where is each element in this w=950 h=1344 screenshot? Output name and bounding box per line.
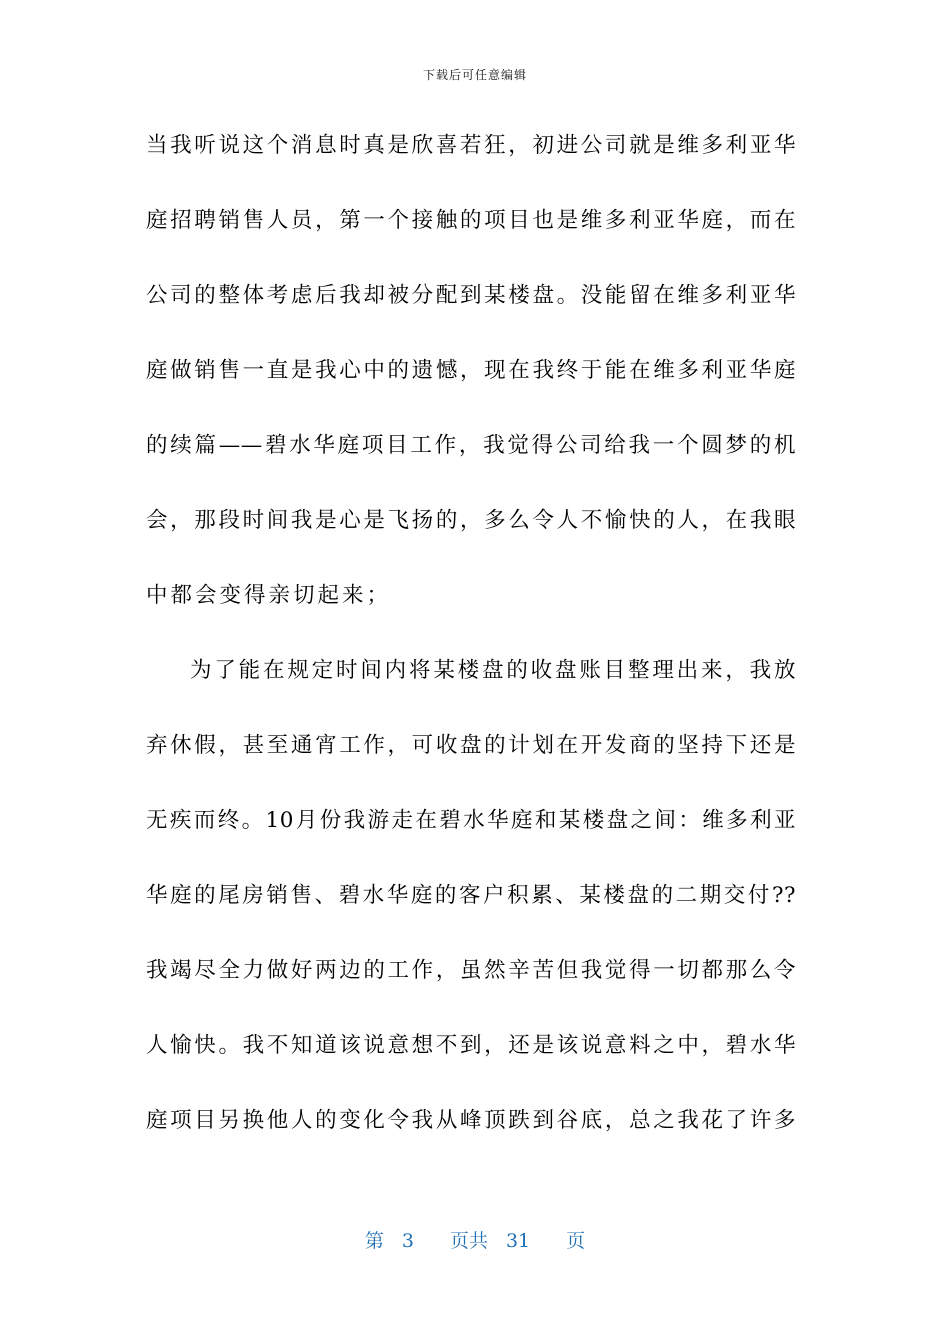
footer-page-word: 第: [364, 1230, 384, 1252]
paragraph-2: [146, 645, 796, 1170]
paragraph-1: [146, 120, 796, 645]
text-line: 为了能在规定时间内将某楼盘的收盘账目整理出来，我放: [190, 658, 796, 683]
text-line: 庭项目另换他人的变化令我从峰顶跌到谷底，总之我花了许多: [146, 1108, 796, 1133]
footer-page-number: 3: [401, 1230, 414, 1252]
text-line: 人愉快。我不知道该说意想不到，还是该说意料之中，碧水华: [146, 1033, 796, 1058]
text-line: 中都会变得亲切起来；: [146, 583, 392, 608]
footer-page-suffix: 页: [566, 1230, 586, 1252]
text-line: 庭做销售一直是我心中的遗憾，现在我终于能在维多利亚华庭: [146, 358, 796, 383]
header-note: 下载后可任意编辑: [422, 68, 527, 82]
page-footer: [0, 1226, 950, 1253]
text-line: 庭招聘销售人员，第一个接触的项目也是维多利亚华庭，而在: [146, 208, 796, 233]
document-body: [146, 120, 796, 1170]
text-line: 无疾而终。10月份我游走在碧水华庭和某楼盘之间：维多利亚: [146, 808, 796, 833]
text-line: 弃休假，甚至通宵工作，可收盘的计划在开发商的坚持下还是: [146, 733, 796, 758]
text-line: 公司的整体考虑后我却被分配到某楼盘。没能留在维多利亚华: [146, 283, 796, 308]
footer-of-word: 页共: [449, 1230, 488, 1252]
text-line: 会，那段时间我是心是飞扬的，多么令人不愉快的人，在我眼: [146, 508, 796, 533]
text-line: 华庭的尾房销售、碧水华庭的客户积累、某楼盘的二期交付??: [146, 883, 796, 908]
text-line: 的续篇——碧水华庭项目工作，我觉得公司给我一个圆梦的机: [146, 433, 796, 458]
footer-total-pages: 31: [505, 1230, 531, 1252]
text-line: 当我听说这个消息时真是欣喜若狂，初进公司就是维多利亚华: [146, 133, 796, 158]
text-line: 我竭尽全力做好两边的工作，虽然辛苦但我觉得一切都那么令: [146, 958, 796, 983]
